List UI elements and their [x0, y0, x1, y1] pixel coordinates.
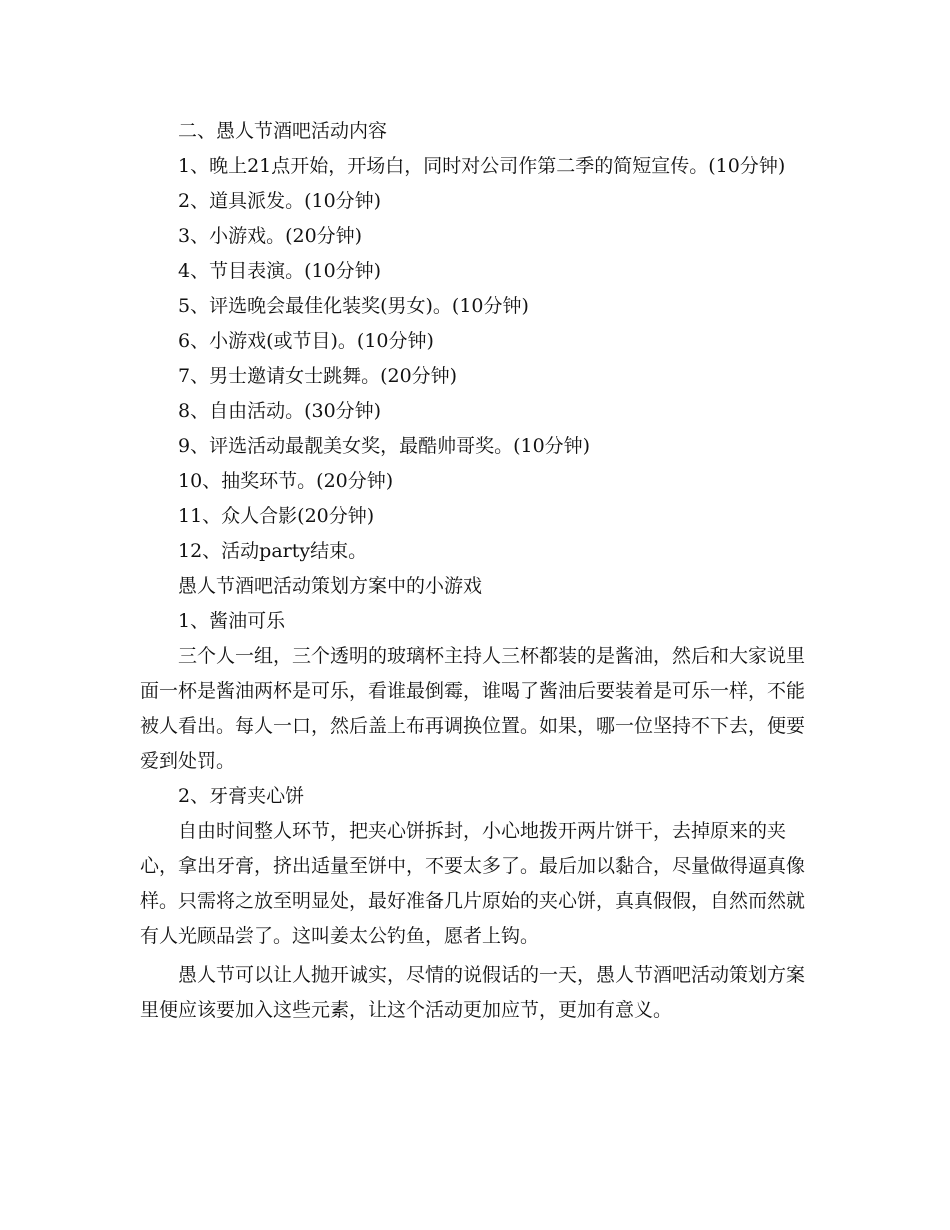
agenda-item-9: 9、评选活动最靓美女奖，最酷帅哥奖。(10分钟) — [178, 435, 591, 457]
agenda-item-12: 12、活动party结束。 — [178, 540, 368, 562]
game-1-title: 1、酱油可乐 — [178, 610, 286, 632]
agenda-item-4: 4、节目表演。(10分钟) — [178, 260, 382, 282]
agenda-item-8: 8、自由活动。(30分钟) — [178, 400, 382, 422]
agenda-item-7: 7、男士邀请女士跳舞。(20分钟) — [178, 365, 458, 387]
agenda-item-10: 10、抽奖环节。(20分钟) — [178, 470, 394, 492]
agenda-item-5: 5、评选晚会最佳化装奖(男女)。(10分钟) — [178, 295, 529, 317]
game-2-description: 自由时间整人环节，把夹心饼拆封，小心地拨开两片饼干，去掉原来的夹心，拿出牙膏，挤出适量至饼中，不要太多了。最后加以黏合，尽量做得逼真像样。只需将之放至明显处，最好准备几片原始的夹心饼，真真假假，自然而然就有人光顾品尝了。这叫姜太公钓鱼，愿者上钩。 — [140, 820, 806, 947]
document-body — [140, 114, 820, 1028]
closing-paragraph: 愚人节可以让人抛开诚实，尽情的说假话的一天，愚人节酒吧活动策划方案里便应该要加入这些元素，让这个活动更加应节，更加有意义。 — [140, 964, 806, 1021]
games-heading: 愚人节酒吧活动策划方案中的小游戏 — [178, 575, 483, 597]
agenda-item-1: 1、晚上21点开始，开场白，同时对公司作第二季的简短宣传。(10分钟) — [178, 155, 786, 177]
game-1-description: 三个人一组，三个透明的玻璃杯主持人三杯都装的是酱油，然后和大家说里面一杯是酱油两杯是可乐，看谁最倒霉，谁喝了酱油后要装着是可乐一样，不能被人看出。每人一口，然后盖上布再调换位置。如果，哪一位坚持不下去，便要爱到处罚。 — [140, 645, 806, 772]
section-heading: 二、愚人节酒吧活动内容 — [178, 120, 388, 142]
game-2-title: 2、牙膏夹心饼 — [178, 785, 305, 807]
agenda-item-3: 3、小游戏。(20分钟) — [178, 225, 363, 247]
agenda-item-6: 6、小游戏(或节目)。(10分钟) — [178, 330, 434, 352]
agenda-item-11: 11、众人合影(20分钟) — [178, 505, 375, 527]
agenda-item-2: 2、道具派发。(10分钟) — [178, 190, 382, 212]
